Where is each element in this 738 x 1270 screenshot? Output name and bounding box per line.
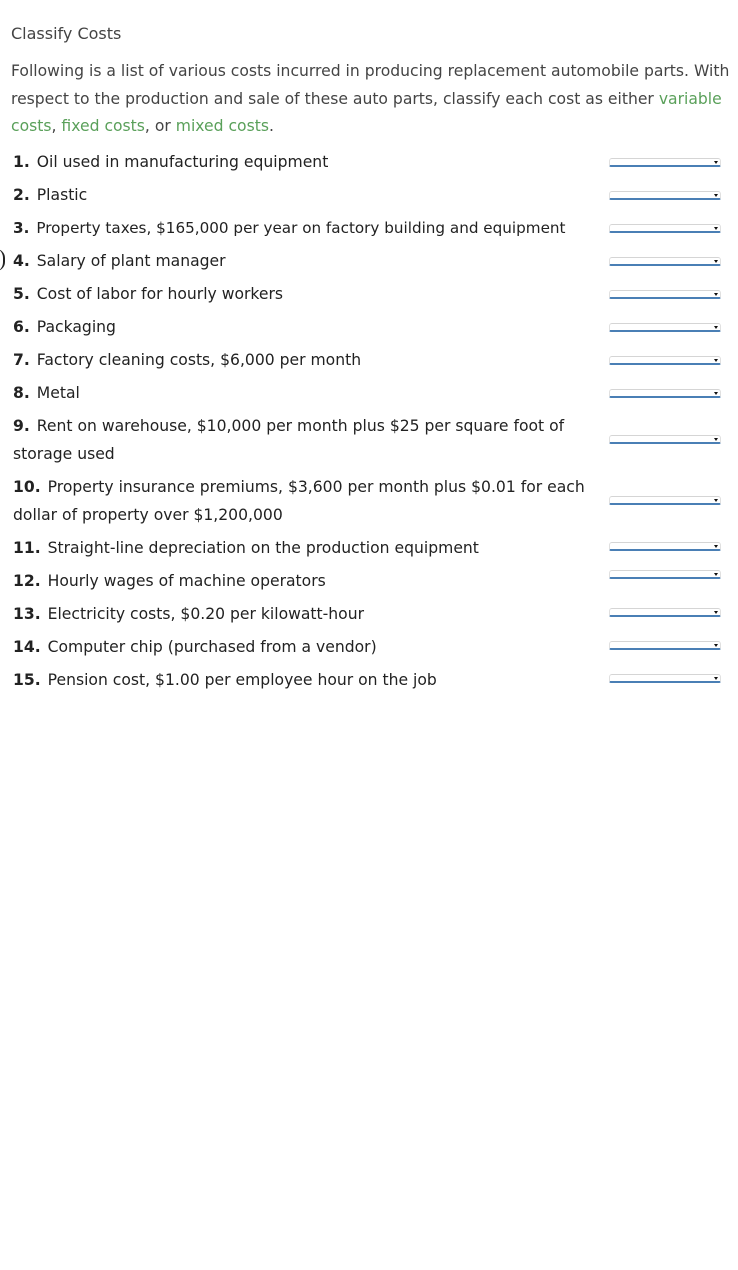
question-number: 2. bbox=[13, 186, 30, 204]
end-period: . bbox=[268, 117, 274, 135]
answer-dropdown[interactable] bbox=[609, 158, 721, 167]
question-label: Property taxes, $165,000 per year on factory building and equipment bbox=[36, 219, 566, 237]
question-label: Hourly wages of machine operators bbox=[47, 572, 326, 590]
question-text bbox=[13, 148, 599, 176]
question-number: 9. bbox=[13, 417, 30, 435]
dropdown-arrow-icon bbox=[714, 438, 718, 441]
question-number: 7. bbox=[13, 351, 30, 369]
question-text bbox=[13, 567, 599, 595]
answer-dropdown[interactable] bbox=[609, 674, 721, 683]
question-label: Straight-line depreciation on the production equipment bbox=[47, 539, 479, 557]
question-text bbox=[13, 600, 599, 628]
question-label: Property insurance premiums, $3,600 per month plus $0.01 for each dollar of property over $1,200,000 bbox=[13, 478, 585, 524]
question-label: Electricity costs, $0.20 per kilowatt-hour bbox=[47, 605, 365, 623]
option-fixed-costs: fixed costs bbox=[61, 117, 145, 135]
question-label: Salary of plant manager bbox=[36, 252, 226, 270]
answer-dropdown[interactable] bbox=[609, 290, 721, 299]
question-label: Pension cost, $1.00 per employee hour on the job bbox=[47, 671, 437, 689]
question-number: 11. bbox=[13, 539, 41, 557]
dropdown-arrow-icon bbox=[714, 293, 718, 296]
question-number: 15. bbox=[13, 671, 41, 689]
question-text bbox=[13, 214, 599, 242]
answer-dropdown[interactable] bbox=[609, 570, 721, 579]
instructions-text: Following is a list of various costs incurred in producing replacement automobile parts. With respect to the production and sale of these auto parts, classify each cost as either bbox=[11, 62, 730, 108]
question-number: 5. bbox=[13, 285, 30, 303]
question-label: Plastic bbox=[36, 186, 88, 204]
question-number: 3. bbox=[13, 219, 30, 237]
instructions bbox=[11, 58, 731, 141]
dropdown-arrow-icon bbox=[714, 161, 718, 164]
question-label: Packaging bbox=[36, 318, 116, 336]
dropdown-arrow-icon bbox=[714, 545, 718, 548]
question-text bbox=[13, 534, 599, 562]
question-number: 4. bbox=[13, 252, 30, 270]
answer-dropdown[interactable] bbox=[609, 191, 721, 200]
answer-dropdown[interactable] bbox=[609, 496, 721, 505]
option-mixed-costs: mixed costs bbox=[175, 117, 269, 135]
answer-dropdown[interactable] bbox=[609, 323, 721, 332]
dropdown-arrow-icon bbox=[714, 194, 718, 197]
answer-dropdown[interactable] bbox=[609, 435, 721, 444]
question-text bbox=[13, 313, 599, 341]
question-number: 1. bbox=[13, 153, 30, 171]
dropdown-arrow-icon bbox=[714, 260, 718, 263]
answer-dropdown[interactable] bbox=[609, 257, 721, 266]
question-label: Factory cleaning costs, $6,000 per month bbox=[36, 351, 362, 369]
page-title: Classify Costs bbox=[11, 24, 122, 43]
question-text bbox=[13, 633, 599, 661]
dropdown-arrow-icon bbox=[714, 573, 718, 576]
separator-comma: , bbox=[51, 117, 57, 135]
question-text bbox=[13, 247, 599, 275]
dropdown-arrow-icon bbox=[714, 677, 718, 680]
question-text bbox=[13, 280, 599, 308]
dropdown-arrow-icon bbox=[714, 611, 718, 614]
question-text bbox=[13, 412, 597, 468]
question-number: 12. bbox=[13, 572, 41, 590]
dropdown-arrow-icon bbox=[714, 392, 718, 395]
dropdown-arrow-icon bbox=[714, 644, 718, 647]
dropdown-arrow-icon bbox=[714, 326, 718, 329]
answer-dropdown[interactable] bbox=[609, 356, 721, 365]
question-number: 8. bbox=[13, 384, 30, 402]
answer-dropdown[interactable] bbox=[609, 224, 721, 233]
question-number: 14. bbox=[13, 638, 41, 656]
question-text bbox=[13, 181, 599, 209]
question-text bbox=[13, 379, 599, 407]
question-label: Metal bbox=[36, 384, 80, 402]
side-bracket-icon bbox=[0, 249, 5, 271]
answer-dropdown[interactable] bbox=[609, 542, 721, 551]
question-label: Oil used in manufacturing equipment bbox=[36, 153, 329, 171]
question-label: Computer chip (purchased from a vendor) bbox=[47, 638, 377, 656]
question-number: 10. bbox=[13, 478, 41, 496]
dropdown-arrow-icon bbox=[714, 499, 718, 502]
dropdown-arrow-icon bbox=[714, 359, 718, 362]
separator-or: , or bbox=[144, 117, 171, 135]
question-text bbox=[13, 473, 597, 529]
question-text bbox=[13, 666, 599, 694]
answer-dropdown[interactable] bbox=[609, 641, 721, 650]
answer-dropdown[interactable] bbox=[609, 389, 721, 398]
question-label: Rent on warehouse, $10,000 per month plus $25 per square foot of storage used bbox=[13, 417, 565, 463]
dropdown-arrow-icon bbox=[714, 227, 718, 230]
question-label: Cost of labor for hourly workers bbox=[36, 285, 284, 303]
question-text bbox=[13, 346, 599, 374]
question-number: 13. bbox=[13, 605, 41, 623]
question-number: 6. bbox=[13, 318, 30, 336]
answer-dropdown[interactable] bbox=[609, 608, 721, 617]
option-variable-costs: variable costs bbox=[11, 89, 722, 135]
